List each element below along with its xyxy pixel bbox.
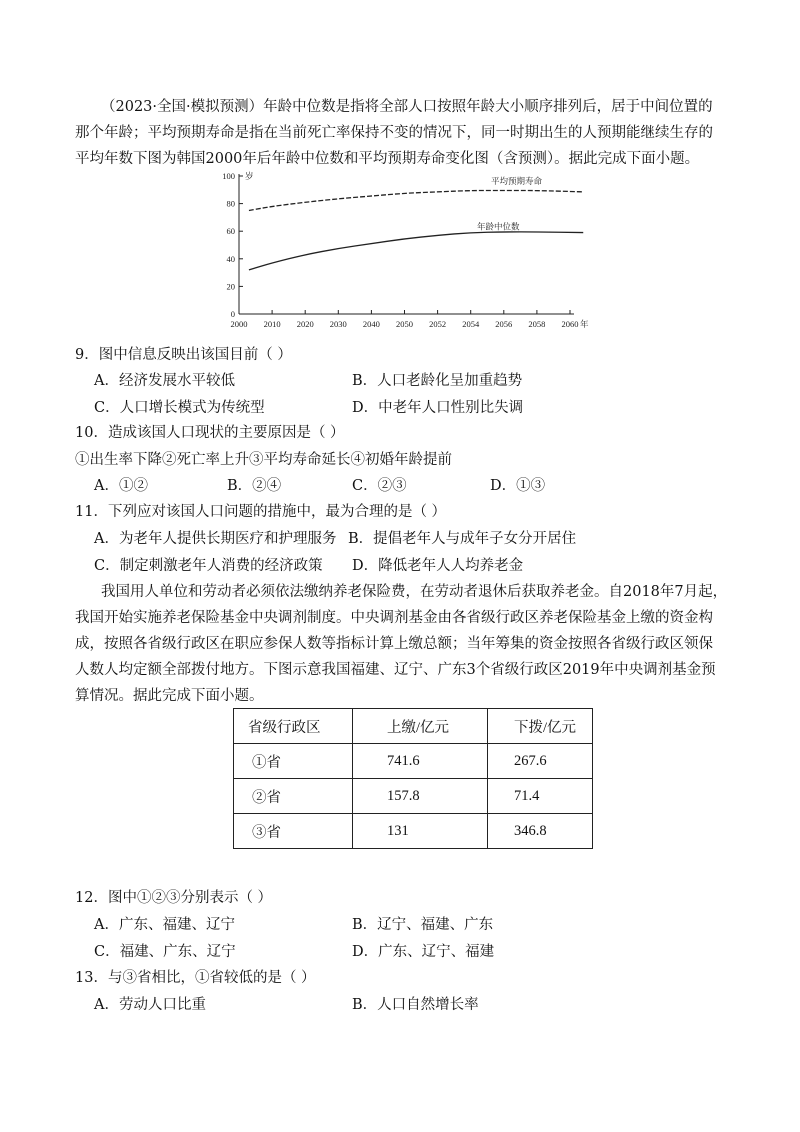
y-tick-label: 80 [226,198,235,209]
x-tick-label: 2056 [495,319,513,329]
intro1-line3: 平均年数下图为韩国2000年后年龄中位数和平均预期寿命变化图（含预测）。据此完成下面小题。 [75,151,700,167]
table-header-cell: 下拨/亿元 [488,709,593,744]
q10-option-c[interactable]: C．②③ [352,478,407,494]
series-line-life-expectancy [249,190,583,210]
x-tick-label: 2060 [561,319,579,329]
y-tick-label: 100 [222,171,235,181]
y-tick-label: 40 [226,253,235,264]
q12-option-a[interactable]: A．广东、福建、辽宁 [94,917,235,933]
q9-option-a[interactable]: A．经济发展水平较低 [94,373,235,389]
q11-option-d[interactable]: D．降低老年人人均养老金 [352,558,524,574]
q13-option-b[interactable]: B．人口自然增长率 [352,997,479,1013]
q13-stem: 13．与③省相比，①省较低的是（ ） [75,970,316,986]
table-header-cell: 上缴/亿元 [353,709,488,744]
x-tick-label: 2020 [296,319,314,329]
q13-option-a[interactable]: A．劳动人口比重 [94,997,206,1013]
series-label: 年龄中位数 [477,221,520,232]
intro2-line1: 我国用人单位和劳动者必须依法缴纳养老保险费，在劳动者退休后获取养老金。自2018年7月起， [101,584,728,600]
x-tick-label: 2054 [462,319,480,329]
intro1-line2: 那个年龄；平均预期寿命是指在当前死亡率保持不变的情况下，同一时期出生的人预期能继续生存的 [75,125,713,141]
intro2-line2: 我国开始实施养老保险基金中央调剂制度。中央调剂基金由各省级行政区养老保险基金上缴的资金构 [75,610,713,626]
table-cell: ①省 [234,744,353,779]
table-cell: 71.4 [488,779,593,814]
table-cell: ③省 [234,814,353,849]
series-label: 平均预期寿命 [491,175,543,186]
fund-table [233,708,593,849]
x-tick-label: 2030 [329,319,347,329]
table-cell: ②省 [234,779,353,814]
q12-option-d[interactable]: D．广东、辽宁、福建 [352,944,495,960]
q11-option-c[interactable]: C．制定刺激老年人消费的经济政策 [94,558,323,574]
q9-stem: 9．图中信息反映出该国目前（ ） [75,347,292,363]
q11-stem: 11．下列应对该国人口问题的措施中，最为合理的是（ ） [75,504,447,520]
q12-stem: 12．图中①②③分别表示（ ） [75,890,273,906]
table-row [234,744,593,779]
table-row [234,814,593,849]
q9-option-b[interactable]: B．人口老龄化呈加重趋势 [352,373,523,389]
intro2-line5: 算情况。据此完成下面小题。 [75,688,264,704]
y-tick-label: 20 [226,281,235,292]
q12-option-c[interactable]: C．福建、广东、辽宁 [94,944,236,960]
age-chart [215,168,595,336]
y-tick-label: 0 [230,309,235,319]
x-tick-label: 2000 [230,319,248,329]
q10-option-b[interactable]: B．②④ [227,478,282,494]
chart-axes [222,171,589,329]
x-tick-label: 2050 [396,319,413,329]
q9-option-d[interactable]: D．中老年人口性别比失调 [352,400,524,416]
table-row [234,779,593,814]
q9-option-c[interactable]: C．人口增长模式为传统型 [94,400,265,416]
y-tick-label: 60 [226,226,235,237]
x-tick-label: 2052 [429,319,447,329]
x-tick-label: 2010 [263,319,281,329]
series-line-median-age [249,232,583,270]
table-cell: 346.8 [488,814,593,849]
q10-option-a[interactable]: A．①② [94,478,148,494]
table-cell: 131 [353,814,488,849]
q11-option-a[interactable]: A．为老年人提供长期医疗和护理服务 [94,531,337,547]
table-cell: 741.6 [353,744,488,779]
x-axis-label: 年 [580,319,589,329]
intro2-line4: 人数人均定额全部拨付地方。下图示意我国福建、辽宁、广东3个省级行政区2019年中央调剂基金预 [75,662,716,678]
chart-series [249,176,583,270]
q10-option-d[interactable]: D．①③ [490,478,546,494]
table-header-row [234,709,593,744]
intro2-line3: 成，按照各省级行政区在职应参保人数等指标计算上缴总额；当年筹集的资金按照各省级行政区领保 [75,636,713,652]
x-tick-label: 2040 [362,319,380,329]
table-cell: 157.8 [353,779,488,814]
table-header-cell: 省级行政区 [234,709,353,744]
table-cell: 267.6 [488,744,593,779]
intro1-line1: （2023·全国·模拟预测）年龄中位数是指将全部人口按照年龄大小顺序排列后，居于中间位置的 [101,99,713,115]
q12-option-b[interactable]: B．辽宁、福建、广东 [352,917,494,933]
y-axis-label: 岁 [245,171,254,181]
q11-option-b[interactable]: B．提倡老年人与成年子女分开居住 [348,531,577,547]
q10-items: ①出生率下降②死亡率上升③平均寿命延长④初婚年龄提前 [75,452,452,468]
x-tick-label: 2058 [528,319,546,329]
q10-stem: 10．造成该国人口现状的主要原因是（ ） [75,425,345,441]
